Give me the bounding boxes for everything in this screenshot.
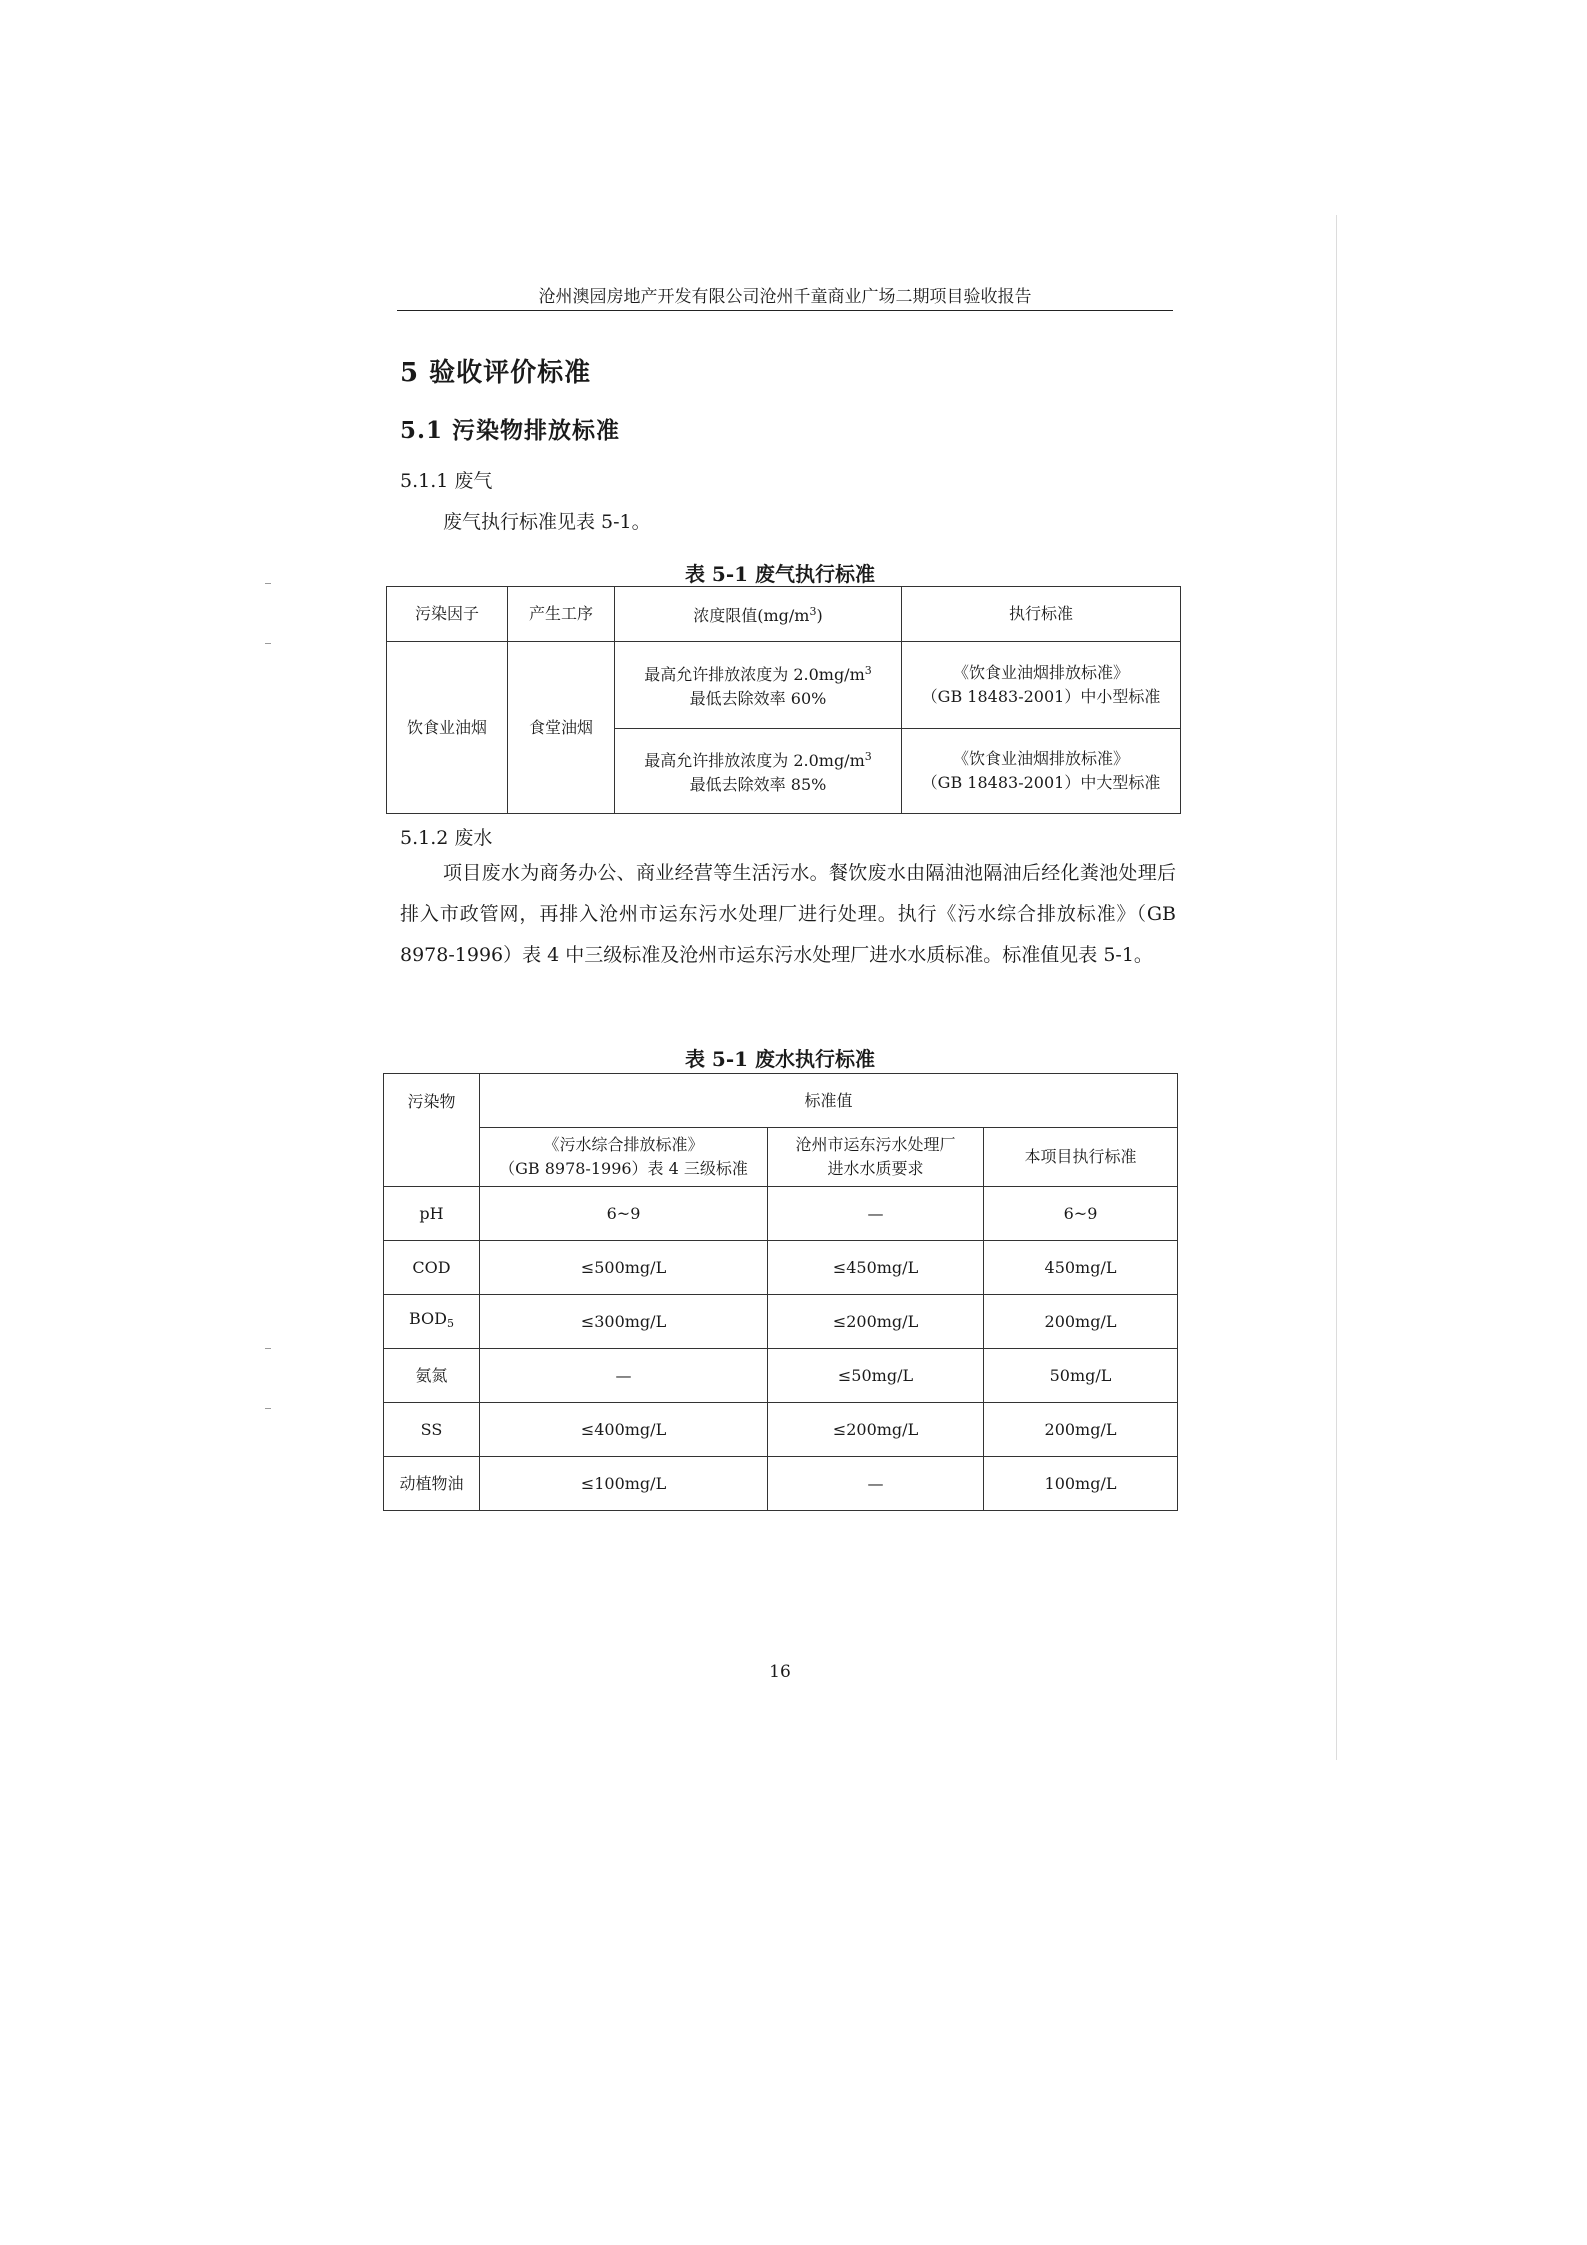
cell-project: 50mg/L <box>984 1349 1178 1403</box>
cell-pollutant: SS <box>384 1403 480 1457</box>
scan-mark <box>265 1348 271 1349</box>
cell-project: 450mg/L <box>984 1241 1178 1295</box>
scan-mark <box>265 643 271 644</box>
scan-mark <box>265 1408 271 1409</box>
header-standard: 执行标准 <box>902 587 1181 642</box>
cell-national: ≤400mg/L <box>480 1403 768 1457</box>
water-standard-table <box>383 1073 1178 1511</box>
cell-plant: ≤200mg/L <box>768 1295 984 1349</box>
section-heading: 5 验收评价标准 <box>400 358 592 388</box>
cell-project: 6~9 <box>984 1187 1178 1241</box>
cell-national: — <box>480 1349 768 1403</box>
table-caption-water: 表 5-1 废水执行标准 <box>684 1047 876 1071</box>
cell-pollutant: COD <box>384 1241 480 1295</box>
header-plant-requirement: 沧州市运东污水处理厂 进水水质要求 <box>768 1128 984 1187</box>
cell-plant: ≤200mg/L <box>768 1403 984 1457</box>
cell-project: 200mg/L <box>984 1295 1178 1349</box>
table-caption-gas: 表 5-1 废气执行标准 <box>684 562 876 586</box>
scan-edge-line <box>1336 215 1337 1760</box>
cell-standard: 《饮食业油烟排放标准》 （GB 18483-2001）中大型标准 <box>902 729 1181 814</box>
cell-standard: 《饮食业油烟排放标准》 （GB 18483-2001）中小型标准 <box>902 642 1181 729</box>
table-header-row <box>384 1074 1178 1128</box>
cell-pollutant: $BOD_5$ <box>384 1295 480 1349</box>
header-pollutant: 污染物 <box>384 1074 480 1187</box>
cell-plant: — <box>768 1187 984 1241</box>
cell-national: ≤300mg/L <box>480 1295 768 1349</box>
table-row <box>384 1403 1178 1457</box>
cell-pollutant: 氨氮 <box>384 1349 480 1403</box>
table-row <box>384 1187 1178 1241</box>
subsubsection-heading-water: 5.1.2 废水 <box>400 827 493 849</box>
table-header-row <box>384 1128 1178 1187</box>
subsection-heading: 5.1 污染物排放标准 <box>400 417 621 444</box>
table-row <box>384 1457 1178 1511</box>
page-number: 16 <box>769 1662 791 1682</box>
subsubsection-heading-gas: 5.1.1 废气 <box>400 470 493 492</box>
scan-mark <box>265 583 271 584</box>
header-limit: 浓度限值$(mg/m^3)$ <box>615 587 902 642</box>
gas-intro-paragraph: 废气执行标准见表 5-1。 <box>443 511 651 533</box>
table-row <box>384 1349 1178 1403</box>
header-standard-value: 标准值 <box>480 1074 1178 1128</box>
header-national-standard: 《污水综合排放标准》 （GB 8978-1996）表 4 三级标准 <box>480 1128 768 1187</box>
cell-project: 100mg/L <box>984 1457 1178 1511</box>
water-paragraph: 项目废水为商务办公、商业经营等生活污水。餐饮废水由隔油池隔油后经化粪池处理后排入市政管网，再排入沧州市运东污水处理厂进行处理。执行《污水综合排放标准》（GB 8978-1996）表 4 中三级标准及沧州市运东污水处理厂进水水质标准。标准值见表 5-1。 <box>400 862 1176 966</box>
cell-plant: ≤50mg/L <box>768 1349 984 1403</box>
cell-national: 6~9 <box>480 1187 768 1241</box>
cell-factor: 饮食业油烟 <box>387 642 508 814</box>
cell-project: 200mg/L <box>984 1403 1178 1457</box>
cell-process: 食堂油烟 <box>508 642 615 814</box>
header-project-standard: 本项目执行标准 <box>984 1128 1178 1187</box>
cell-plant: — <box>768 1457 984 1511</box>
header-factor: 污染因子 <box>387 587 508 642</box>
table-row <box>384 1241 1178 1295</box>
table-row <box>387 642 1181 729</box>
cell-national: ≤500mg/L <box>480 1241 768 1295</box>
cell-limit: 最高允许排放浓度为 $2.0mg/m^3$ 最低去除效率 60% <box>615 642 902 729</box>
running-header: 沧州澳园房地产开发有限公司沧州千童商业广场二期项目验收报告 <box>397 286 1173 311</box>
cell-national: ≤100mg/L <box>480 1457 768 1511</box>
cell-plant: ≤450mg/L <box>768 1241 984 1295</box>
table-header-row <box>387 587 1181 642</box>
cell-pollutant: 动植物油 <box>384 1457 480 1511</box>
header-process: 产生工序 <box>508 587 615 642</box>
cell-pollutant: pH <box>384 1187 480 1241</box>
table-row <box>384 1295 1178 1349</box>
gas-standard-table <box>386 586 1181 814</box>
cell-limit: 最高允许排放浓度为 $2.0mg/m^3$ 最低去除效率 85% <box>615 729 902 814</box>
